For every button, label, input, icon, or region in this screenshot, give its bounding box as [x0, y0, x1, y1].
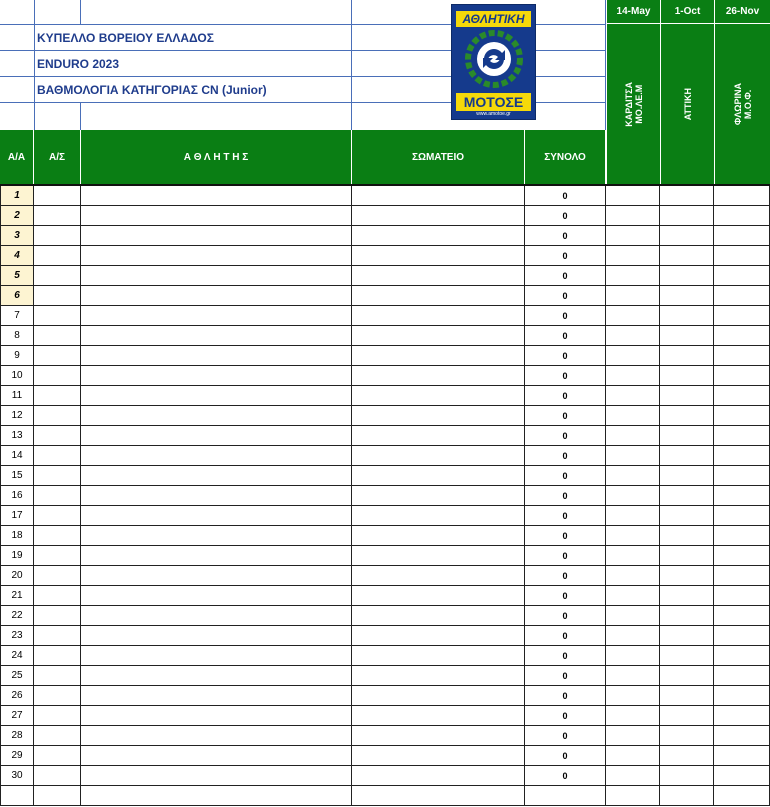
- row-number: 10: [0, 366, 34, 386]
- athlete-cell[interactable]: [81, 566, 352, 586]
- race-1-cell[interactable]: [606, 206, 660, 226]
- as-cell[interactable]: [34, 626, 81, 646]
- total-cell[interactable]: 0: [525, 266, 606, 286]
- club-cell[interactable]: [352, 246, 525, 266]
- race-2-cell[interactable]: [660, 606, 714, 626]
- total-cell[interactable]: 0: [525, 406, 606, 426]
- race-3-cell[interactable]: [714, 486, 770, 506]
- logo-bottom-banner: ΜΟΤΟΣΕ: [456, 93, 531, 111]
- club-cell[interactable]: [352, 286, 525, 306]
- col-header-aa: Α/Α: [0, 130, 34, 185]
- row-number: 16: [0, 486, 34, 506]
- club-cell[interactable]: [352, 326, 525, 346]
- athlete-cell[interactable]: [81, 466, 352, 486]
- club-cell[interactable]: [352, 346, 525, 366]
- row-number: 18: [0, 526, 34, 546]
- race-2-cell[interactable]: [660, 666, 714, 686]
- race-2-cell[interactable]: [660, 766, 714, 786]
- athlete-cell[interactable]: [81, 686, 352, 706]
- athlete-cell[interactable]: [81, 586, 352, 606]
- club-cell[interactable]: [352, 366, 525, 386]
- race-name-text-0: ΚΑΡΔΙΤΣΑ ΜΟ.ΛΕ.Μ: [623, 82, 644, 127]
- race-1-cell[interactable]: [606, 226, 660, 246]
- race-3-cell[interactable]: [714, 366, 770, 386]
- row-number: 12: [0, 406, 34, 426]
- as-cell[interactable]: [34, 646, 81, 666]
- total-cell[interactable]: 0: [525, 666, 606, 686]
- race-3-cell[interactable]: [714, 206, 770, 226]
- club-cell[interactable]: [352, 746, 525, 766]
- as-cell[interactable]: [34, 226, 81, 246]
- col-header-as: Α/Σ: [34, 130, 81, 185]
- total-cell[interactable]: 0: [525, 606, 606, 626]
- col-header-total: ΣΥΝΟΛΟ: [525, 130, 606, 185]
- race-3-cell[interactable]: [714, 606, 770, 626]
- race-1-cell[interactable]: [606, 446, 660, 466]
- athlete-cell[interactable]: [81, 546, 352, 566]
- race-2-cell[interactable]: [660, 246, 714, 266]
- logo-top-banner: ΑΘΛΗΤΙΚΗ: [456, 11, 531, 27]
- as-cell[interactable]: [34, 466, 81, 486]
- athlete-cell[interactable]: [81, 526, 352, 546]
- athlete-cell[interactable]: [81, 446, 352, 466]
- race-3-cell[interactable]: [714, 646, 770, 666]
- as-cell[interactable]: [34, 406, 81, 426]
- race-3-cell[interactable]: [714, 186, 770, 206]
- as-cell[interactable]: [34, 386, 81, 406]
- race-2-cell[interactable]: [660, 646, 714, 666]
- club-cell[interactable]: [352, 606, 525, 626]
- club-cell[interactable]: [352, 426, 525, 446]
- as-cell[interactable]: [34, 546, 81, 566]
- total-cell[interactable]: 0: [525, 766, 606, 786]
- race-2-cell[interactable]: [660, 386, 714, 406]
- race-1-cell[interactable]: [606, 466, 660, 486]
- race-2-cell[interactable]: [660, 726, 714, 746]
- row-number: 8: [0, 326, 34, 346]
- as-cell[interactable]: [34, 366, 81, 386]
- race-2-cell[interactable]: [660, 346, 714, 366]
- race-1-cell[interactable]: [606, 726, 660, 746]
- as-cell[interactable]: [34, 786, 81, 806]
- race-2-cell[interactable]: [660, 786, 714, 806]
- race-3-cell[interactable]: [714, 686, 770, 706]
- race-2-cell[interactable]: [660, 746, 714, 766]
- race-3-cell[interactable]: [714, 266, 770, 286]
- race-2-cell[interactable]: [660, 706, 714, 726]
- race-3-cell[interactable]: [714, 766, 770, 786]
- row-number: 26: [0, 686, 34, 706]
- total-cell[interactable]: 0: [525, 486, 606, 506]
- race-2-cell[interactable]: [660, 226, 714, 246]
- club-cell[interactable]: [352, 766, 525, 786]
- race-3-cell[interactable]: [714, 306, 770, 326]
- grid-line: [80, 102, 81, 130]
- race-2-cell[interactable]: [660, 266, 714, 286]
- race-1-cell[interactable]: [606, 306, 660, 326]
- club-cell[interactable]: [352, 486, 525, 506]
- as-cell[interactable]: [34, 426, 81, 446]
- race-3-cell[interactable]: [714, 246, 770, 266]
- race-1-cell[interactable]: [606, 586, 660, 606]
- athlete-cell[interactable]: [81, 486, 352, 506]
- total-cell[interactable]: 0: [525, 646, 606, 666]
- race-3-cell[interactable]: [714, 546, 770, 566]
- total-cell[interactable]: 0: [525, 466, 606, 486]
- athlete-cell[interactable]: [81, 406, 352, 426]
- race-2-cell[interactable]: [660, 486, 714, 506]
- race-1-cell[interactable]: [606, 386, 660, 406]
- total-cell[interactable]: 0: [525, 686, 606, 706]
- club-cell[interactable]: [352, 206, 525, 226]
- club-cell[interactable]: [352, 626, 525, 646]
- club-cell[interactable]: [352, 786, 525, 806]
- as-cell[interactable]: [34, 326, 81, 346]
- row-number: 21: [0, 586, 34, 606]
- as-cell[interactable]: [34, 726, 81, 746]
- club-cell[interactable]: [352, 446, 525, 466]
- cup-title: ΚΥΠΕΛΛΟ ΒΟΡΕΙΟΥ ΕΛΛΑΔΟΣ: [37, 31, 214, 45]
- club-cell[interactable]: [352, 666, 525, 686]
- race-2-cell[interactable]: [660, 426, 714, 446]
- race-3-cell[interactable]: [714, 226, 770, 246]
- as-cell[interactable]: [34, 346, 81, 366]
- athlete-cell[interactable]: [81, 786, 352, 806]
- race-1-cell[interactable]: [606, 626, 660, 646]
- club-cell[interactable]: [352, 466, 525, 486]
- race-2-cell[interactable]: [660, 686, 714, 706]
- race-1-cell[interactable]: [606, 746, 660, 766]
- row-number: 2: [0, 206, 34, 226]
- athlete-cell[interactable]: [81, 246, 352, 266]
- as-cell[interactable]: [34, 766, 81, 786]
- club-cell[interactable]: [352, 686, 525, 706]
- athlete-cell[interactable]: [81, 306, 352, 326]
- athlete-cell[interactable]: [81, 426, 352, 446]
- race-3-cell[interactable]: [714, 326, 770, 346]
- race-1-cell[interactable]: [606, 186, 660, 206]
- as-cell[interactable]: [34, 746, 81, 766]
- as-cell[interactable]: [34, 286, 81, 306]
- total-cell[interactable]: 0: [525, 626, 606, 646]
- row-number: 4: [0, 246, 34, 266]
- race-2-cell[interactable]: [660, 206, 714, 226]
- race-1-cell[interactable]: [606, 246, 660, 266]
- total-cell[interactable]: 0: [525, 246, 606, 266]
- athlete-cell[interactable]: [81, 626, 352, 646]
- club-cell[interactable]: [352, 566, 525, 586]
- race-3-cell[interactable]: [714, 706, 770, 726]
- race-3-cell[interactable]: [714, 346, 770, 366]
- race-1-cell[interactable]: [606, 546, 660, 566]
- total-cell[interactable]: 0: [525, 346, 606, 366]
- race-name-2: [714, 24, 770, 185]
- athlete-cell[interactable]: [81, 186, 352, 206]
- row-number: 29: [0, 746, 34, 766]
- race-1-cell[interactable]: [606, 366, 660, 386]
- as-cell[interactable]: [34, 266, 81, 286]
- row-number: 30: [0, 766, 34, 786]
- race-3-cell[interactable]: [714, 586, 770, 606]
- club-cell[interactable]: [352, 266, 525, 286]
- as-cell[interactable]: [34, 666, 81, 686]
- total-cell[interactable]: 0: [525, 366, 606, 386]
- total-cell[interactable]: 0: [525, 286, 606, 306]
- race-2-cell[interactable]: [660, 626, 714, 646]
- race-date-0: 14-May: [606, 0, 660, 24]
- race-2-cell[interactable]: [660, 586, 714, 606]
- total-cell[interactable]: 0: [525, 746, 606, 766]
- row-number: 24: [0, 646, 34, 666]
- race-2-cell[interactable]: [660, 546, 714, 566]
- total-cell[interactable]: 0: [525, 526, 606, 546]
- col-header-athlete: Α Θ Λ Η Τ Η Σ: [81, 130, 352, 185]
- race-1-cell[interactable]: [606, 286, 660, 306]
- total-cell[interactable]: 0: [525, 706, 606, 726]
- club-cell[interactable]: [352, 546, 525, 566]
- race-1-cell[interactable]: [606, 346, 660, 366]
- total-cell[interactable]: 0: [525, 226, 606, 246]
- race-2-cell[interactable]: [660, 506, 714, 526]
- as-cell[interactable]: [34, 446, 81, 466]
- race-date-2: 26-Nov: [714, 0, 770, 24]
- as-cell[interactable]: [34, 486, 81, 506]
- race-date-1: 1-Oct: [660, 0, 714, 24]
- row-number: 27: [0, 706, 34, 726]
- row-number: 6: [0, 286, 34, 306]
- grid-line: [34, 0, 35, 130]
- club-cell[interactable]: [352, 226, 525, 246]
- race-3-cell[interactable]: [714, 626, 770, 646]
- row-number: 13: [0, 426, 34, 446]
- row-number: 9: [0, 346, 34, 366]
- athlete-cell[interactable]: [81, 506, 352, 526]
- race-name-text-1: ΑΤΤΙΚΗ: [682, 88, 693, 121]
- col-header-club: ΣΩΜΑΤΕΙΟ: [352, 130, 525, 185]
- as-cell[interactable]: [34, 506, 81, 526]
- total-cell[interactable]: 0: [525, 586, 606, 606]
- athlete-cell[interactable]: [81, 386, 352, 406]
- race-1-cell[interactable]: [606, 326, 660, 346]
- race-1-cell[interactable]: [606, 526, 660, 546]
- row-number: 19: [0, 546, 34, 566]
- row-number: 11: [0, 386, 34, 406]
- row-number: 28: [0, 726, 34, 746]
- total-cell[interactable]: 0: [525, 506, 606, 526]
- race-2-cell[interactable]: [660, 406, 714, 426]
- race-3-cell[interactable]: [714, 666, 770, 686]
- race-3-cell[interactable]: [714, 286, 770, 306]
- row-number: 15: [0, 466, 34, 486]
- race-3-cell[interactable]: [714, 466, 770, 486]
- athlete-cell[interactable]: [81, 326, 352, 346]
- as-cell[interactable]: [34, 306, 81, 326]
- as-cell[interactable]: [34, 586, 81, 606]
- club-cell[interactable]: [352, 306, 525, 326]
- row-number: 25: [0, 666, 34, 686]
- total-cell[interactable]: 0: [525, 306, 606, 326]
- total-cell[interactable]: 0: [525, 726, 606, 746]
- total-cell[interactable]: 0: [525, 546, 606, 566]
- club-cell[interactable]: [352, 406, 525, 426]
- total-cell[interactable]: 0: [525, 446, 606, 466]
- race-1-cell[interactable]: [606, 686, 660, 706]
- as-cell[interactable]: [34, 686, 81, 706]
- race-2-cell[interactable]: [660, 306, 714, 326]
- club-cell[interactable]: [352, 186, 525, 206]
- athlete-cell[interactable]: [81, 766, 352, 786]
- athlitiki-motoe-logo: [451, 4, 536, 120]
- race-3-cell[interactable]: [714, 726, 770, 746]
- club-cell[interactable]: [352, 506, 525, 526]
- race-1-cell[interactable]: [606, 666, 660, 686]
- row-number: 5: [0, 266, 34, 286]
- total-cell[interactable]: 0: [525, 426, 606, 446]
- total-cell[interactable]: 0: [525, 386, 606, 406]
- category-title: ΒΑΘΜΟΛΟΓΙΑ ΚΑΤΗΓΟΡΙΑΣ CN (Junior): [37, 83, 267, 97]
- club-cell[interactable]: [352, 706, 525, 726]
- row-number: 3: [0, 226, 34, 246]
- row-number: [0, 786, 34, 806]
- race-3-cell[interactable]: [714, 526, 770, 546]
- race-3-cell[interactable]: [714, 446, 770, 466]
- athlete-cell[interactable]: [81, 366, 352, 386]
- row-number: 20: [0, 566, 34, 586]
- as-cell[interactable]: [34, 526, 81, 546]
- race-1-cell[interactable]: [606, 606, 660, 626]
- race-1-cell[interactable]: [606, 766, 660, 786]
- row-number: 14: [0, 446, 34, 466]
- grid-line: [351, 0, 352, 130]
- laurel-wreath-icon: [462, 27, 526, 91]
- race-2-cell[interactable]: [660, 286, 714, 306]
- race-3-cell[interactable]: [714, 566, 770, 586]
- athlete-cell[interactable]: [81, 666, 352, 686]
- total-cell[interactable]: 0: [525, 326, 606, 346]
- race-name-text-2: ΦΛΩΡΙΝΑ Μ.Ο.Φ.: [732, 83, 753, 126]
- club-cell[interactable]: [352, 726, 525, 746]
- as-cell[interactable]: [34, 606, 81, 626]
- total-cell[interactable]: 0: [525, 186, 606, 206]
- race-1-cell[interactable]: [606, 486, 660, 506]
- event-title: ENDURO 2023: [37, 57, 120, 71]
- race-1-cell[interactable]: [606, 706, 660, 726]
- total-cell[interactable]: 0: [525, 566, 606, 586]
- race-1-cell[interactable]: [606, 646, 660, 666]
- athlete-cell[interactable]: [81, 706, 352, 726]
- logo-url: www.amotoe.gr: [476, 111, 511, 117]
- athlete-cell[interactable]: [81, 606, 352, 626]
- club-cell[interactable]: [352, 646, 525, 666]
- race-3-cell[interactable]: [714, 426, 770, 446]
- race-1-cell[interactable]: [606, 426, 660, 446]
- athlete-cell[interactable]: [81, 286, 352, 306]
- race-3-cell[interactable]: [714, 506, 770, 526]
- as-cell[interactable]: [34, 246, 81, 266]
- row-number: 1: [0, 186, 34, 206]
- as-cell[interactable]: [34, 706, 81, 726]
- athlete-cell[interactable]: [81, 206, 352, 226]
- as-cell[interactable]: [34, 206, 81, 226]
- club-cell[interactable]: [352, 386, 525, 406]
- total-cell[interactable]: 0: [525, 206, 606, 226]
- total-cell[interactable]: [525, 786, 606, 806]
- row-number: 22: [0, 606, 34, 626]
- race-2-cell[interactable]: [660, 366, 714, 386]
- race-2-cell[interactable]: [660, 466, 714, 486]
- club-cell[interactable]: [352, 586, 525, 606]
- as-cell[interactable]: [34, 186, 81, 206]
- athlete-cell[interactable]: [81, 266, 352, 286]
- row-number: 17: [0, 506, 34, 526]
- race-2-cell[interactable]: [660, 186, 714, 206]
- race-3-cell[interactable]: [714, 786, 770, 806]
- race-1-cell[interactable]: [606, 566, 660, 586]
- race-3-cell[interactable]: [714, 386, 770, 406]
- race-2-cell[interactable]: [660, 566, 714, 586]
- race-name-1: [660, 24, 714, 185]
- as-cell[interactable]: [34, 566, 81, 586]
- club-cell[interactable]: [352, 526, 525, 546]
- race-1-cell[interactable]: [606, 266, 660, 286]
- race-2-cell[interactable]: [660, 526, 714, 546]
- race-1-cell[interactable]: [606, 406, 660, 426]
- row-number: 7: [0, 306, 34, 326]
- grid-line: [80, 0, 81, 24]
- athlete-cell[interactable]: [81, 646, 352, 666]
- race-1-cell[interactable]: [606, 786, 660, 806]
- athlete-cell[interactable]: [81, 346, 352, 366]
- race-1-cell[interactable]: [606, 506, 660, 526]
- athlete-cell[interactable]: [81, 746, 352, 766]
- race-name-0: [606, 24, 660, 185]
- race-3-cell[interactable]: [714, 746, 770, 766]
- race-2-cell[interactable]: [660, 446, 714, 466]
- row-number: 23: [0, 626, 34, 646]
- athlete-cell[interactable]: [81, 726, 352, 746]
- athlete-cell[interactable]: [81, 226, 352, 246]
- race-2-cell[interactable]: [660, 326, 714, 346]
- race-3-cell[interactable]: [714, 406, 770, 426]
